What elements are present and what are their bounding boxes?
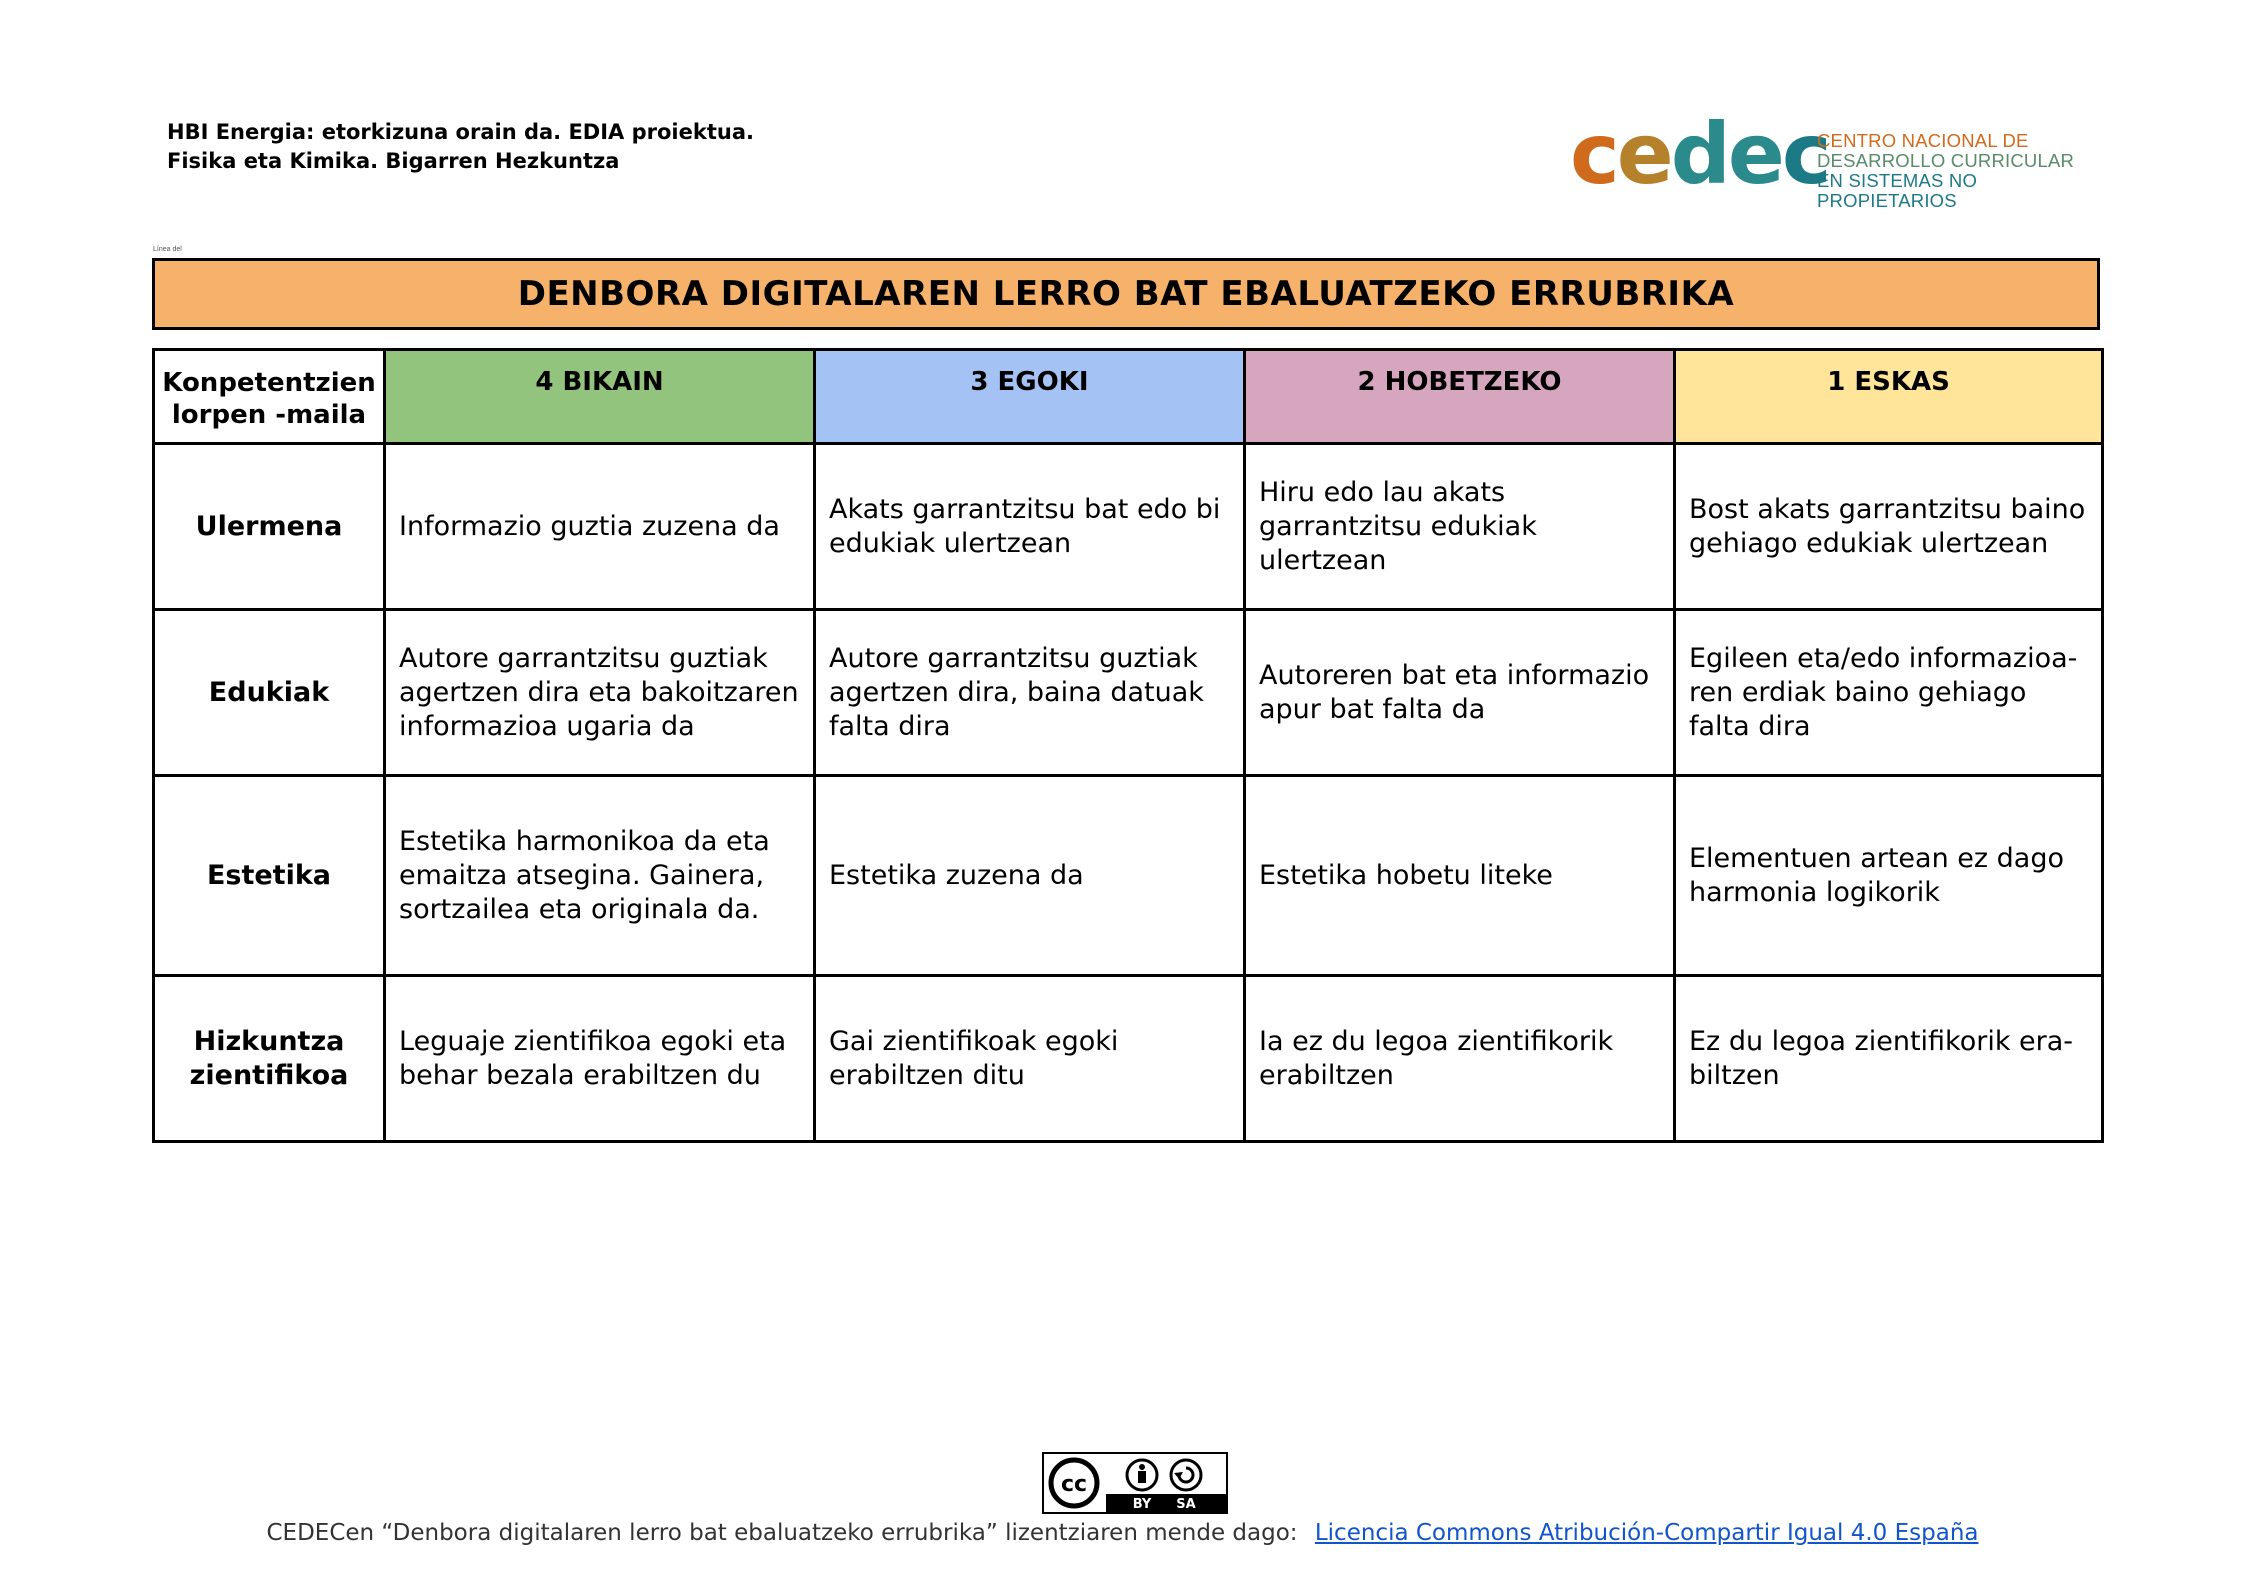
license-statement: CEDECen “Denbora digitalaren lerro bat ebaluatzeko errubrika” lizentziaren mende dago: bbox=[266, 1520, 1298, 1546]
table-row bbox=[154, 610, 2103, 776]
share-alike-icon bbox=[1171, 1460, 1201, 1490]
document-header bbox=[167, 118, 754, 176]
logo-wordmark: cedec bbox=[1570, 105, 1829, 203]
table-row bbox=[154, 776, 2103, 976]
rubric-cell: Autore garrantzitsu guztiak agertzen dira eta bakoitzaren informazioa ugaria da bbox=[385, 610, 815, 776]
level-header-2: 2 HOBETZEKO bbox=[1245, 350, 1675, 444]
table-row bbox=[154, 976, 2103, 1142]
rubric-cell: Ia ez du legoa zientifikorik erabiltzen bbox=[1245, 976, 1675, 1142]
rubric-cell: Informazio guztia zuzena da bbox=[385, 444, 815, 610]
logo-subtitle: CENTRO NACIONAL DE DESARROLLO CURRICULAR EN SISTEMAS NO PROPIETARIOS bbox=[1817, 130, 2075, 211]
cedec-logo bbox=[1570, 105, 2100, 211]
cc-icon bbox=[1051, 1460, 1097, 1506]
rubric-cell: Akats garrantzitsu bat edo bi edukiak ulertzean bbox=[815, 444, 1245, 610]
license-link[interactable]: Licencia Commons Atribución-Compartir Igual 4.0 España bbox=[1314, 1520, 1979, 1546]
level-header-3: 3 EGOKI bbox=[815, 350, 1245, 444]
table-row bbox=[154, 444, 2103, 610]
table-header-row bbox=[154, 350, 2103, 444]
sa-label: SA bbox=[1176, 1497, 1196, 1512]
criterion-cell: Ulermena bbox=[154, 444, 385, 610]
header-corner: Konpetentzien lorpen -maila bbox=[154, 350, 385, 444]
rubric-cell: Estetika zuzena da bbox=[815, 776, 1245, 976]
rubric-table bbox=[152, 348, 2104, 1143]
tiny-label: Línea del bbox=[153, 246, 182, 253]
rubric-title: DENBORA DIGITALAREN LERRO BAT EBALUATZEKO ERRUBRIKA bbox=[152, 258, 2100, 330]
rubric-cell: Leguaje zientifikoa egoki eta behar bezala erabiltzen du bbox=[385, 976, 815, 1142]
rubric-cell: Autoreren bat eta informazio apur bat falta da bbox=[1245, 610, 1675, 776]
level-header-4: 4 BIKAIN bbox=[385, 350, 815, 444]
attribution-icon bbox=[1127, 1460, 1157, 1490]
criterion-cell: Hizkuntza zientifikoa bbox=[154, 976, 385, 1142]
header-line-project: HBI Energia: etorkizuna orain da. EDIA proiektua. bbox=[167, 120, 754, 144]
svg-text:cc: cc bbox=[1060, 1472, 1088, 1497]
header-line-subject: Fisika eta Kimika. Bigarren Hezkuntza bbox=[167, 149, 620, 173]
cc-license-badge[interactable] bbox=[1042, 1452, 1228, 1514]
rubric-cell: Gai zientifikoak egoki erabiltzen ditu bbox=[815, 976, 1245, 1142]
rubric-cell: Bost akats garrantzitsu baino gehiago edukiak ulertzean bbox=[1675, 444, 2103, 610]
license-footer bbox=[0, 1520, 2245, 1546]
rubric-cell: Estetika hobetu liteke bbox=[1245, 776, 1675, 976]
rubric-cell: Ez du legoa zientifikorik era-biltzen bbox=[1675, 976, 2103, 1142]
rubric-cell: Autore garrantzitsu guztiak agertzen dira, baina datuak falta dira bbox=[815, 610, 1245, 776]
rubric-cell: Hiru edo lau akats garrantzitsu edukiak ulertzean bbox=[1245, 444, 1675, 610]
level-header-1: 1 ESKAS bbox=[1675, 350, 2103, 444]
cc-badge-graphic bbox=[1044, 1454, 1226, 1512]
by-label: BY bbox=[1132, 1497, 1152, 1512]
rubric-cell: Elementuen artean ez dago harmonia logikorik bbox=[1675, 776, 2103, 976]
criterion-cell: Estetika bbox=[154, 776, 385, 976]
rubric-cell: Egileen eta/edo informazioa-ren erdiak baino gehiago falta dira bbox=[1675, 610, 2103, 776]
criterion-cell: Edukiak bbox=[154, 610, 385, 776]
rubric-cell: Estetika harmonikoa da eta emaitza atsegina. Gainera, sortzailea eta originala da. bbox=[385, 776, 815, 976]
